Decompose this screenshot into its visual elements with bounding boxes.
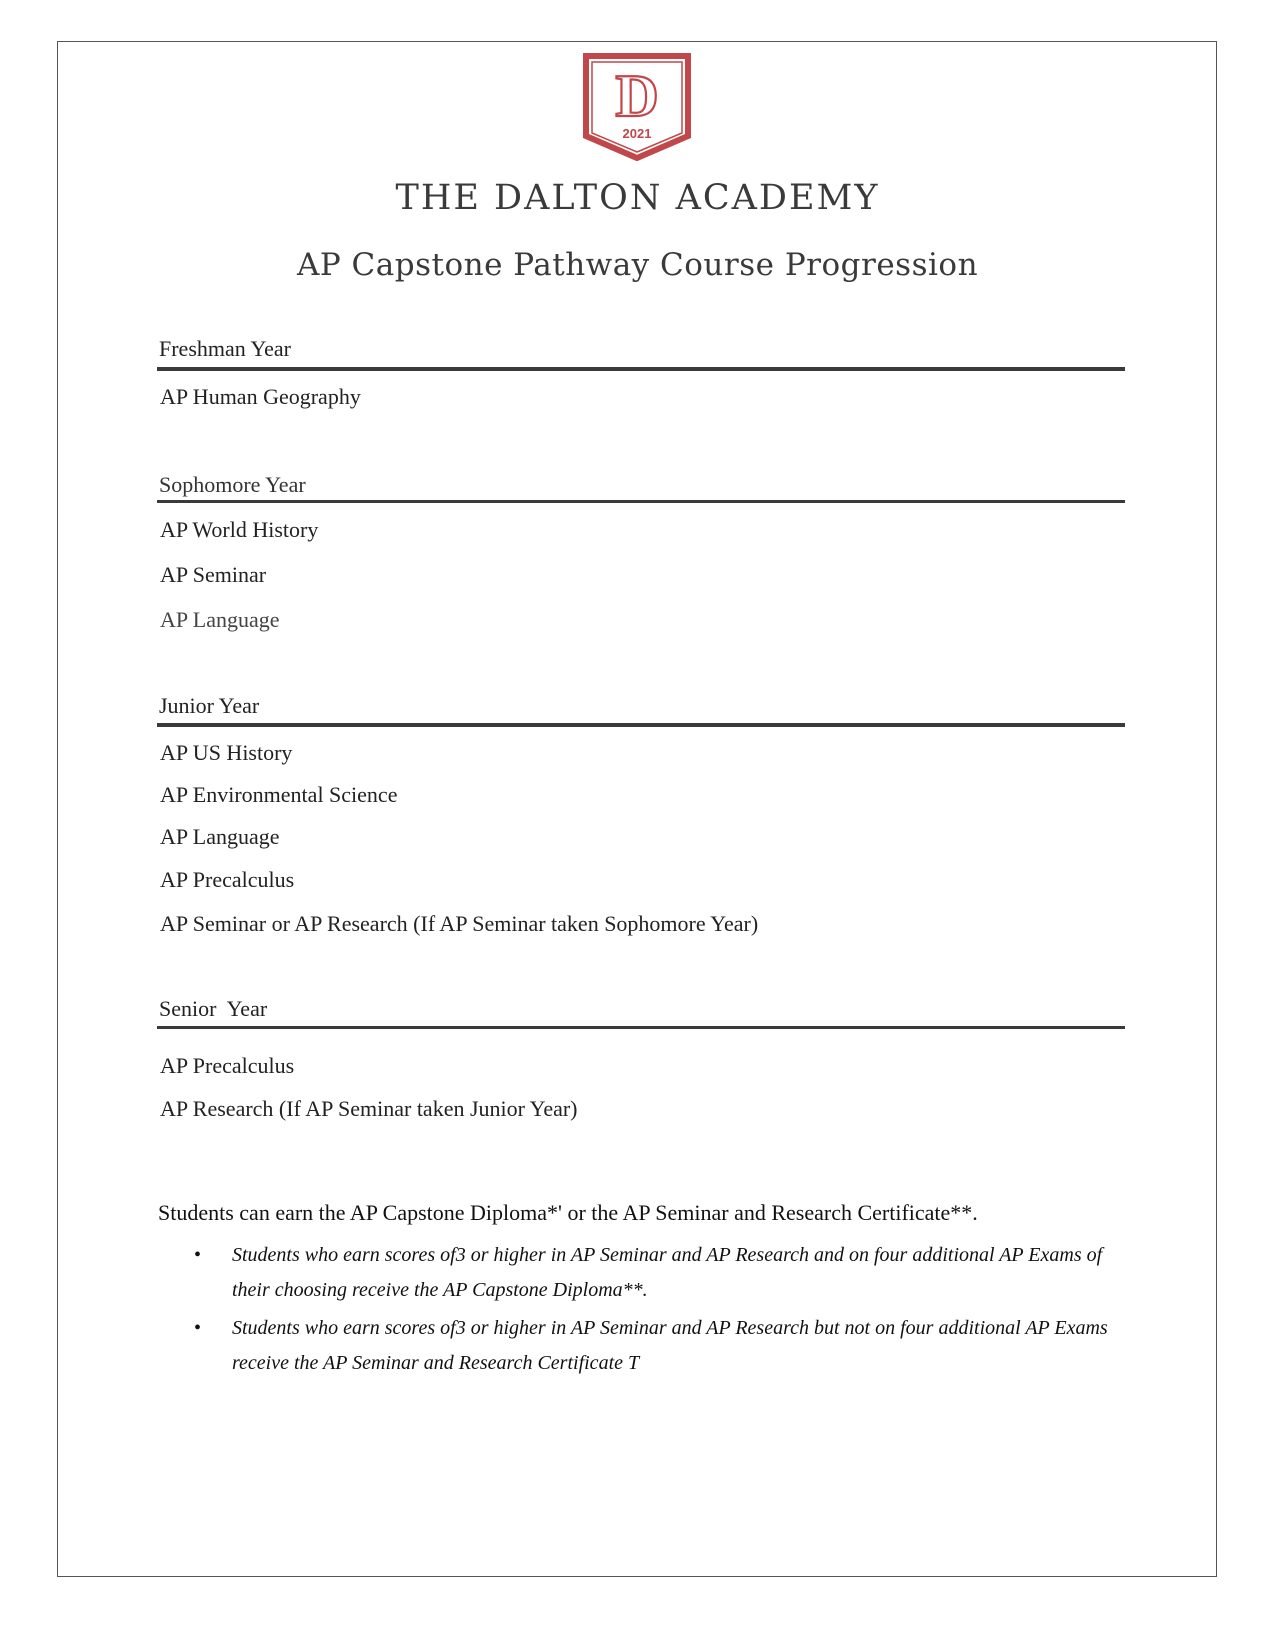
- section-rule: [157, 1026, 1125, 1029]
- section-rule: [157, 367, 1125, 371]
- course-item: AP Language: [160, 824, 280, 849]
- criteria-item-diploma: • Students who earn scores of3 or higher in AP Seminar and AP Research and on four additional AP Exams of their choosing receive the AP Capstone Diploma**.: [192, 1238, 1122, 1308]
- course-item: AP Seminar or AP Research (If AP Seminar taken Sophomore Year): [160, 911, 759, 936]
- course-item: AP Research (If AP Seminar taken Junior Year): [160, 1096, 578, 1121]
- section-heading-senior: Senior Year: [159, 996, 268, 1021]
- course-item: AP Human Geography: [160, 384, 361, 409]
- criteria-item-certificate: • Students who earn scores of3 or higher in AP Seminar and AP Research but not on four additional AP Exams receive the AP Seminar and Research Certificate T: [192, 1311, 1122, 1381]
- course-item: AP Language: [160, 607, 280, 632]
- section-rule: [157, 723, 1125, 727]
- section-heading-junior: Junior Year: [159, 693, 260, 718]
- page-title: AP Capstone Pathway Course Progression: [296, 247, 979, 283]
- course-item: AP US History: [160, 740, 293, 765]
- section-heading-sophomore: Sophomore Year: [159, 472, 306, 497]
- course-item: AP World History: [160, 517, 319, 542]
- section-heading-freshman: Freshman Year: [159, 336, 291, 361]
- diploma-note: Students can earn the AP Capstone Diploma*' or the AP Seminar and Research Certificate**.: [158, 1200, 978, 1225]
- section-rule: [157, 500, 1125, 503]
- crest-year: 2021: [622, 126, 652, 141]
- school-name: THE DALTON ACADEMY: [395, 178, 880, 218]
- course-item: AP Environmental Science: [160, 782, 398, 807]
- course-item: AP Precalculus: [160, 1053, 295, 1078]
- crest-letter: D: [615, 63, 659, 129]
- dalton-crest-logo: [582, 50, 692, 162]
- diploma-criteria-list: [192, 1238, 1122, 1384]
- course-item: AP Precalculus: [160, 867, 295, 892]
- course-item: AP Seminar: [160, 562, 267, 587]
